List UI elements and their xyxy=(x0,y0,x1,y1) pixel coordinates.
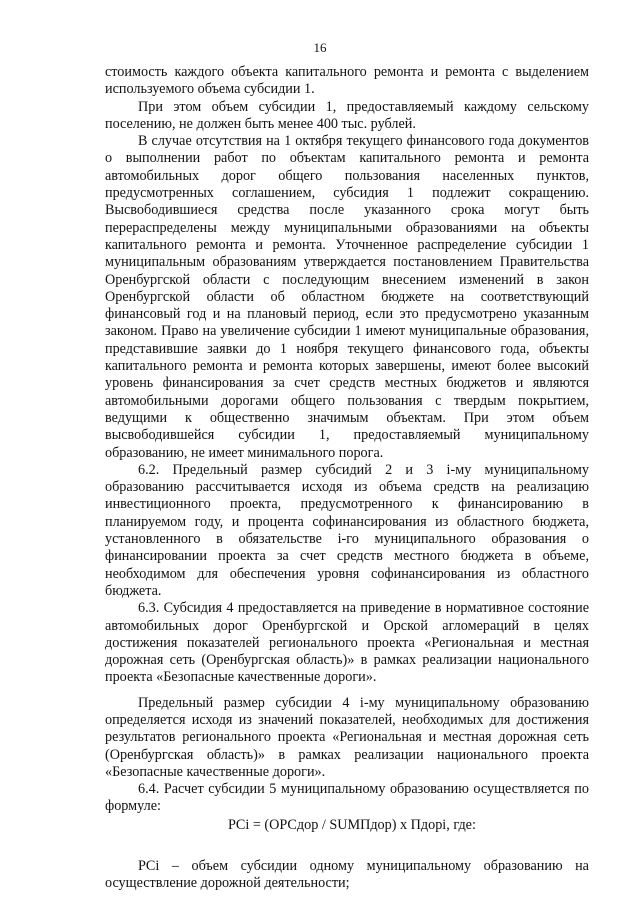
paragraph-6-2: 6.2. Предельный размер субсидий 2 и 3 i-му муниципальному образованию рассчитывается исходя из объема средств на реализацию инвестиционного проекта, предусмотренного к финансированию в планируемом году, и процента софинансирования из областного бюджета, установленного в обязательстве i-го муниципального образования о финансировании проекта за счет средств местного бюджета в объеме, необходимом для обеспечения уровня софинансирования из областного бюджета. xyxy=(105,461,589,599)
paragraph-subsidy-4-limit: Предельный размер субсидии 4 i-му муниципальному образованию определяется исходя из значений показателей, необходимых для достижения результатов регионального проекта «Региональная и местная дорожная сеть (Оренбургская область)» в рамках реализации национального проекта «Безопасные качественные дороги». xyxy=(105,694,589,780)
paragraph-definition-pci: PCi – объем субсидии одному муниципальному образованию на осуществление дорожной деятельности; xyxy=(105,858,589,892)
page-number: 16 xyxy=(313,40,327,55)
document-body xyxy=(105,64,589,893)
paragraph-6-4: 6.4. Расчет субсидии 5 муниципальному образованию осуществляется по формуле: xyxy=(105,781,589,815)
paragraph-continuation: стоимость каждого объекта капитального ремонта и ремонта с выделением используемого объема субсидии 1. xyxy=(105,64,589,98)
paragraph-6-3: 6.3. Субсидия 4 предоставляется на приведение в нормативное состояние автомобильных дорог Оренбургской и Орской агломераций в целях достижения показателей регионального проекта «Региональная и местная дорожная сеть (Оренбургская область)» в рамках реализации национального проекта «Безопасные качественные дороги». xyxy=(105,600,589,686)
formula: PCi = (ОРСдор / SUMПдор) x Пдорi, где: xyxy=(228,816,476,833)
paragraph-subsidy-minimum: При этом объем субсидии 1, предоставляемый каждому сельскому поселению, не должен быть менее 400 тыс. рублей. xyxy=(105,98,589,132)
paragraph-subsidy-reduction: В случае отсутствия на 1 октября текущего финансового года документов о выполнении работ по объектам капитального ремонта и ремонта автомобильных дорог общего пользования населенных пунктов, предусмотренных соглашением, субсидия 1 подлежит сокращению. Высвободившиеся средства после указанного срока могут быть перераспределены между муниципальными образованиями на объекты капитального ремонта и ремонта. Уточненное распределение субсидии 1 муниципальным образованиям утверждается постановлением Правительства Оренбургской области с последующим внесением изменений в закон Оренбургской области об областном бюджете на соответствующий финансовый год и на плановый период, если это предусмотрено указанным законом. Право на увеличение субсидии 1 имеют муниципальные образования, представившие заявки до 1 ноября текущего финансового года, объекты капитального ремонта и ремонта которых завершены, имеют более высокий уровень финансирования за счет средств местных бюджетов и являются автомобильными дорогами общего пользования с твердым покрытием, ведущими к общественно значимым объектам. При этом объем высвободившейся субсидии 1, предоставляемый муниципальному образованию, не имеет минимального порога. xyxy=(105,133,589,461)
